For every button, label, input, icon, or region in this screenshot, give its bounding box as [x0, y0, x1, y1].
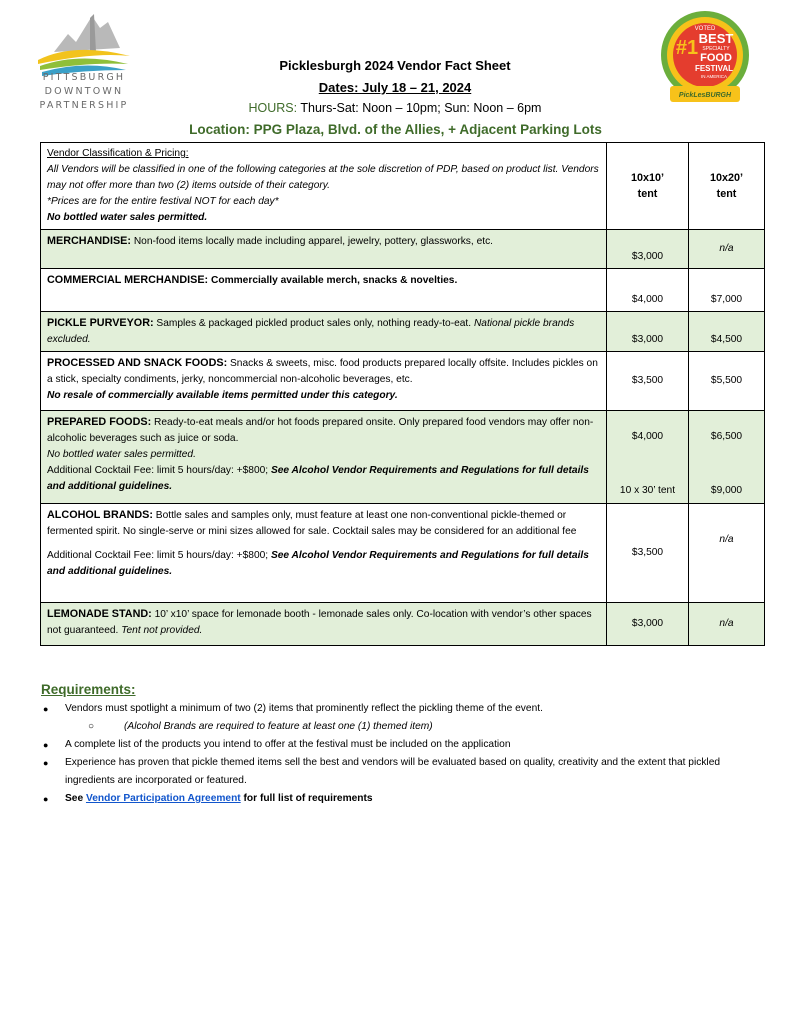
cocktail-fee-guidelines: See Alcohol Vendor Requirements and Regulations for full details and additional guidelines. [47, 465, 589, 492]
price-10x10: $3,000 [607, 603, 689, 646]
hours-value: Thurs-Sat: Noon – 10pm; Sun: Noon – 6pm [297, 101, 542, 115]
row-alcohol-brands [41, 504, 607, 603]
price-10x10: $4,000 [607, 269, 689, 312]
badge-number: #1 [675, 37, 699, 59]
category-desc: Bottle sales and samples only, must feature at least one non-conventional pickle-themed or fermented spirit. No single-serve or mini sizes allowed for sale. Cocktail sales may be considered for an additional fee [47, 510, 577, 537]
page-title: Picklesburgh 2024 Vendor Fact Sheet [279, 58, 511, 73]
category-name: LEMONADE STAND: [47, 608, 152, 620]
price-10x20: n/a [689, 230, 765, 269]
pittsburgh-downtown-partnership-logo [34, 12, 134, 116]
price-10x20-value: $6,500 [710, 431, 743, 442]
table-row [41, 352, 765, 411]
price-10x20: n/a [689, 603, 765, 646]
price-10x20: $5,500 [689, 352, 765, 411]
badge-best: BEST [698, 31, 734, 46]
col-header-10x10 [607, 143, 689, 230]
requirement-text: See [65, 793, 86, 804]
cocktail-fee [47, 548, 600, 580]
row-merchandise [41, 230, 607, 269]
bullet-icon: ● [43, 740, 49, 750]
col-header-10x10-tent: tent [637, 188, 658, 200]
vendor-pricing-table [40, 142, 765, 646]
category-note: No bottled water sales permitted. [47, 449, 196, 460]
award-badge-icon [650, 10, 760, 110]
classification-intro [41, 143, 607, 230]
requirements-title: Requirements: [41, 682, 136, 697]
category-desc: Ready-to-eat meals and/or hot foods prepared onsite. Only prepared food vendors may offer non-alcoholic beverages such as juice or soda. [47, 417, 594, 444]
price-10x20: $7,000 [689, 269, 765, 312]
list-item [40, 754, 770, 790]
list-item [40, 718, 770, 736]
event-location: Location: PPG Plaza, Blvd. of the Allies, + Adjacent Parking Lots [189, 122, 602, 137]
intro-heading: Vendor Classification & Pricing: [47, 148, 189, 159]
badge-specialty: SPECIALTY [702, 46, 730, 52]
category-desc: Snacks & sweets, misc. food products prepared locally offsite. Includes pickles on a stick, specialty condiments, jerky, noncommercial non-alcoholic beverages, etc. [47, 358, 598, 385]
requirement-text: (Alcohol Brands are required to feature at least one (1) themed item) [124, 721, 433, 732]
table-row [41, 312, 765, 352]
row-prepared-foods [41, 411, 607, 504]
table-header-row [41, 143, 765, 230]
category-name: COMMERCIAL MERCHANDISE: [47, 274, 209, 286]
badge-ribbon: PickLesBURGH [678, 92, 732, 99]
intro-no-water: No bottled water sales permitted. [47, 212, 208, 223]
category-desc: Commercially available merch, snacks & novelties. [208, 275, 458, 286]
category-note: National pickle brands excluded. [47, 318, 575, 345]
col-header-10x20 [689, 143, 765, 230]
category-name: MERCHANDISE: [47, 235, 131, 247]
bullet-icon: ● [43, 758, 49, 768]
cocktail-fee-guidelines: See Alcohol Vendor Requirements and Regulations for full details and additional guidelines. [47, 550, 589, 577]
col-header-10x20-size: 10x20’ [709, 172, 744, 184]
category-name: ALCOHOL BRANDS: [47, 509, 153, 521]
category-note: No resale of commercially available items permitted under this category. [47, 390, 398, 401]
row-commercial-merchandise [41, 269, 607, 312]
category-desc: Non-food items locally made including apparel, jewelry, pottery, glassworks, etc. [130, 236, 493, 247]
list-item [40, 736, 770, 754]
price-10x30-label: 10 x 30’ tent [619, 485, 676, 496]
table-row [41, 269, 765, 312]
list-item [40, 790, 770, 808]
cocktail-fee-text: Additional Cocktail Fee: limit 5 hours/day: +$800; [47, 465, 271, 476]
price-10x10: $3,500 [607, 352, 689, 411]
bullet-icon: ● [43, 704, 49, 714]
requirements-list [40, 700, 770, 808]
requirement-text: Experience has proven that pickle themed items sell the best and vendors will be evaluated based on quality, creativity and the extent that pickled ingredients are incorporated or featured. [65, 757, 721, 786]
intro-note: *Prices are for the entire festival NOT for each day* [47, 196, 279, 207]
cocktail-fee-text: Additional Cocktail Fee: limit 5 hours/day: +$800; [47, 550, 271, 561]
requirement-text: for full list of requirements [240, 793, 373, 804]
price-10x10-value: $4,000 [631, 431, 664, 442]
table-row [41, 230, 765, 269]
price-10x20: $4,500 [689, 312, 765, 352]
price-10x20 [689, 411, 765, 504]
event-dates: Dates: July 18 – 21, 2024 [318, 80, 472, 95]
skyline-mountain-icon [34, 12, 134, 80]
logo-line-2: DOWNTOWN [44, 86, 124, 97]
category-desc: Samples & packaged pickled product sales only, nothing ready-to-eat. [153, 318, 474, 329]
col-header-10x10-size: 10x10’ [630, 172, 665, 184]
circle-bullet-icon: ○ [88, 721, 95, 732]
category-note: Tent not provided. [121, 625, 203, 636]
logo-line-1: PITTSBURGH [42, 72, 126, 83]
badge-food: FOOD [700, 52, 732, 64]
price-10x20: n/a [689, 504, 765, 603]
requirement-text: Vendors must spotlight a minimum of two (2) items that prominently reflect the pickling theme of the event. [65, 703, 543, 714]
event-hours [140, 101, 650, 115]
intro-text: All Vendors will be classified in one of the following categories at the sole discretion of PDP, based on product list. Vendors may not offer more than two (2) items outside of their category. [47, 164, 599, 191]
bullet-icon: ● [43, 794, 49, 804]
badge-in-america: IN AMERICA [700, 74, 728, 79]
row-processed-snack-foods [41, 352, 607, 411]
category-name: PREPARED FOODS: [47, 416, 152, 428]
cocktail-fee [47, 463, 600, 495]
price-10x10: $3,000 [607, 230, 689, 269]
row-pickle-purveyor [41, 312, 607, 352]
category-name: PICKLE PURVEYOR: [47, 317, 154, 329]
table-row [41, 411, 765, 504]
price-10x10: $3,500 [607, 504, 689, 603]
price-10x30-value: $9,000 [710, 485, 743, 496]
badge-festival: FESTIVAL [694, 64, 734, 73]
col-header-10x20-tent: tent [716, 188, 737, 200]
category-name: PROCESSED AND SNACK FOODS: [47, 357, 228, 369]
badge-voted: VOTED [694, 26, 716, 32]
vendor-participation-agreement-link[interactable]: Vendor Participation Agreement [85, 793, 241, 804]
requirement-text: A complete list of the products you intend to offer at the festival must be included on the application [65, 739, 511, 750]
category-desc: 10’ x10’ space for lemonade booth - lemonade sales only. Co-location with vendor’s other spaces not guaranteed. [47, 609, 592, 636]
row-lemonade-stand [41, 603, 607, 646]
best-festival-badge [650, 10, 760, 110]
price-10x10: $3,000 [607, 312, 689, 352]
price-10x10 [607, 411, 689, 504]
table-row [41, 603, 765, 646]
table-row [41, 504, 765, 603]
hours-label: HOURS: [248, 101, 298, 115]
logo-line-3: PARTNERSHIP [39, 100, 129, 111]
list-item [40, 700, 770, 718]
